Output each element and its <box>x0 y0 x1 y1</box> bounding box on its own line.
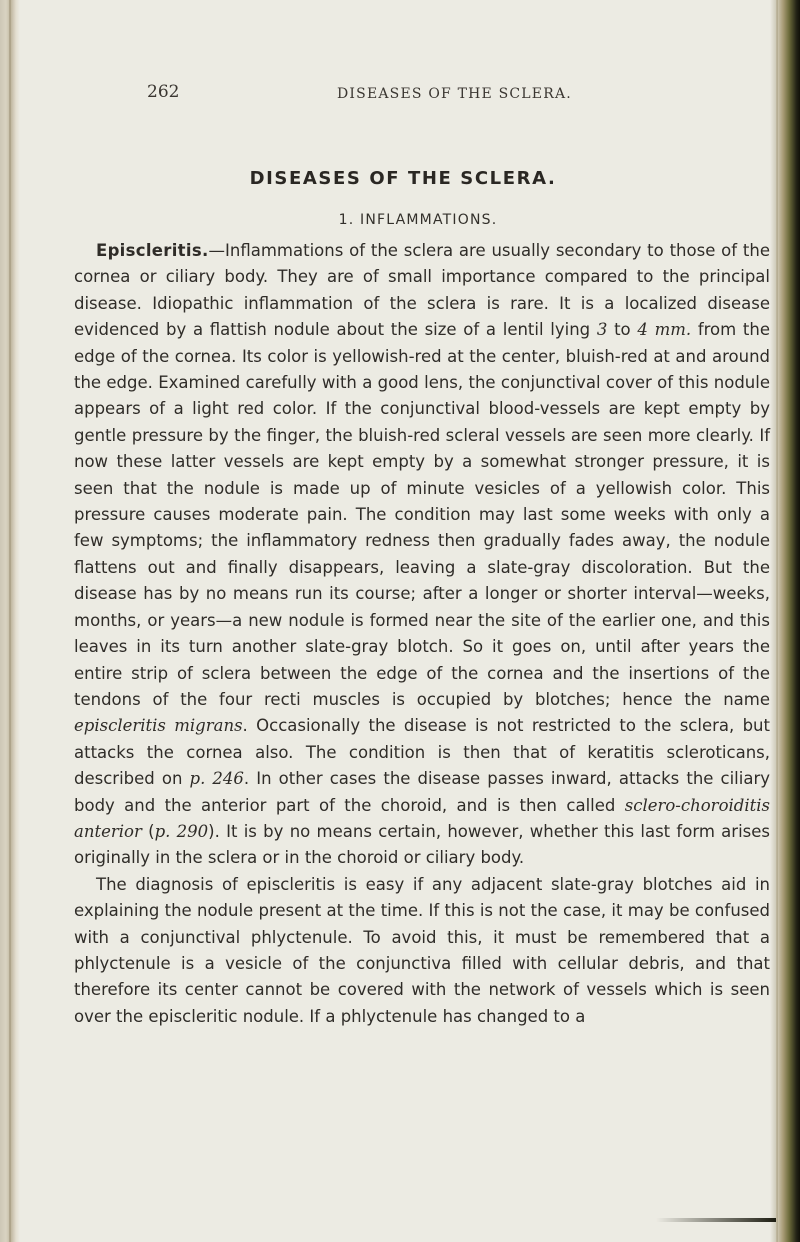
page-reference: p. 246 <box>189 769 244 789</box>
page-corner-shadow <box>656 1218 776 1222</box>
paragraph-episcleritis <box>74 238 770 872</box>
text-segment: . Occasionally the disease is not restricted to the sclera, but attacks the cornea also. The condition is then that of keratitis scleroticans, described on <box>74 716 770 789</box>
term-episcleritis: Episcleritis. <box>96 241 209 260</box>
text-segment: —Inflammations of the sclera are usually secondary to those of the cornea or ciliary body. They are of small importance compared to the principal disease. Idiopathic inflammation of the sclera is rare. It is a localized disease evidenced by a flattish nodule about the size of a lentil lying <box>74 241 770 340</box>
running-head-title: DISEASES OF THE SCLERA. <box>337 86 572 102</box>
chapter-title: DISEASES OF THE SCLERA. <box>249 168 557 189</box>
text-segment: . In other cases the disease passes inward, attacks the ciliary body and the anterior part of the choroid, and is then called <box>74 769 771 815</box>
paragraph-diagnosis: The diagnosis of episcleritis is easy if any adjacent slate-gray blotches aid in explaining the nodule present at the time. If this is not the case, it may be confused with a conjunctival phlyctenule. To avoid this, it must be remembered that a phlyctenule is a vesicle of the conjunctiva filled with cellular debris, and that therefore its center cannot be covered with the network of vessels which is seen over the episcleritic nodule. If a phlyctenule has changed to a <box>74 874 770 1026</box>
page-reference: p. 290 <box>154 821 209 841</box>
section-heading: 1. INFLAMMATIONS. <box>338 212 498 228</box>
running-head <box>147 82 600 110</box>
measure-to: 4 mm. <box>637 320 692 340</box>
italic-name-sclero-choroiditis: sclero-choroiditis anterior <box>74 795 770 841</box>
measure-from: 3 <box>596 320 608 340</box>
page-number: 262 <box>147 82 180 102</box>
text-segment: ). It is by no means certain, however, whether this last form arises originally in the sclera or in the choroid or ciliary body. <box>74 821 770 868</box>
body-text <box>74 238 770 1030</box>
text-segment: from the edge of the cornea. Its color is yellowish-red at the center, bluish-red at and around the edge. Examined carefully with a good lens, the conjunctival cover of this nodule appears of a light red color. If the conjunctival blood-vessels are kept empty by gentle pressure by the finger, the bluish-red scleral vessels are seen more clearly. If now these latter vessels are kept empty by a somewhat stronger pressure, it is seen that the nodule is made up of minute vesicles of a yellowish color. This pressure causes moderate pain. The condition may last some weeks with only a few symptoms; the inflammatory redness then gradually fades away, the nodule flattens out and finally disappears, leaving a slate-gray discoloration. But the disease has by no means run its course; after a longer or shorter interval—weeks, months, or years—a new nodule is formed near the site of the earlier one, and this leaves in its turn another slate-gray blotch. So it goes on, until after years the entire strip of sclera between the edge of the cornea and the insertions of the tendons of the four recti muscles is occupied by blotches; hence the name <box>74 320 771 709</box>
text-segment: ( <box>141 821 155 841</box>
italic-name-episcleritis-migrans: episcleritis migrans <box>74 716 243 736</box>
text-segment: to <box>607 320 638 340</box>
